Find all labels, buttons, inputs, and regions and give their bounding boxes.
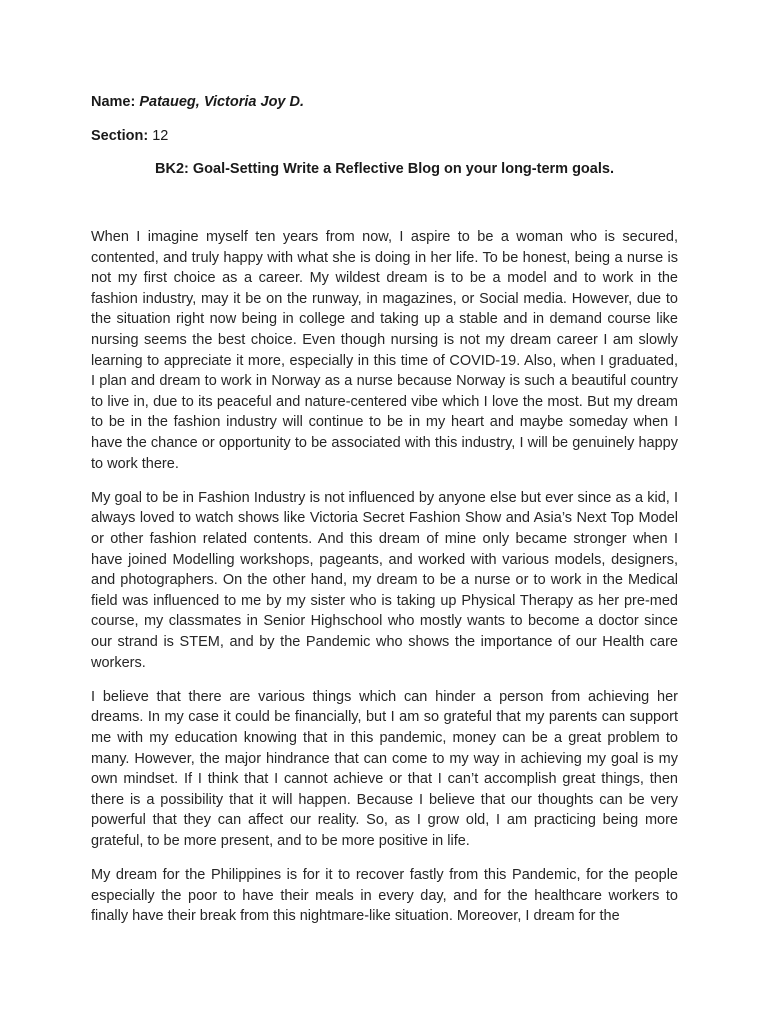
document-title: BK2: Goal-Setting Write a Reflective Blog on your long-term goals.: [155, 161, 614, 177]
paragraph-4: My dream for the Philippines is for it to recover fastly from this Pandemic, for the people especially the poor to have their meals in every day, and for the healthcare workers to finally have their break from this nightmare-like situation. Moreover, I dream for the: [91, 867, 678, 925]
section-label: Section:: [91, 128, 153, 144]
name-value: Pataueg, Victoria Joy D.: [139, 94, 305, 110]
paragraph-1: When I imagine myself ten years from now, I aspire to be a woman who is secured, contented, and truly happy with what she is doing in her life. To be honest, being a nurse is not my first choice as a career. My wildest dream is to be a model and to work in the fashion industry, may it be on the runway, in magazines, or Social media. However, due to the situation right now being in college and taking up a stable and in demand course like nursing seems the best choice. Even though nursing is not my dream career I am slowly learning to appreciate it more, especially in this time of COVID-19. Also, when I graduated, I plan and dream to work in Norway as a nurse because Norway is such a beautiful country to live in, due to its peaceful and nature-centered vibe which I love the most. But my dream to be in the fashion industry will continue to be in my heart and maybe someday when I have the chance or opportunity to be associated with this industry, I will be genuinely happy to work there.: [91, 229, 678, 472]
student-name-field: [91, 93, 304, 111]
name-label: Name:: [91, 94, 140, 110]
section-value: 12: [152, 128, 169, 144]
paragraph-2: My goal to be in Fashion Industry is not influenced by anyone else but ever since as a kid, I always loved to watch shows like Victoria Secret Fashion Show and Asia’s Next Top Model or other fashion related contents. And this dream of mine only became stronger when I have joined Modelling workshops, pageants, and worked with various models, designers, and photographers. On the other hand, my dream to be a nurse or to work in the Medical field was influenced to me by my sister who is taking up Physical Therapy as her pre-med course, my classmates in Senior Highschool who mostly wants to become a doctor since our strand is STEM, and by the Pandemic who shows the importance of our Health care workers.: [91, 489, 678, 671]
document-body: [91, 227, 678, 941]
paragraph-3: I believe that there are various things which can hinder a person from achieving her dreams. In my case it could be financially, but I am so grateful that my parents can support me with my education knowing that in this pandemic, money can be a great problem to many. However, the major hindrance that can come to my way in achieving my goal is my own mindset. If I think that I cannot achieve or that I can’t accomplish great things, then there is a possibility that it will happen. Because I believe that our thoughts can be very powerful that they can affect our reality. So, as I grow old, I am practicing being more grateful, to be more present, and to be more positive in life.: [91, 688, 678, 849]
section-field: [91, 127, 168, 145]
